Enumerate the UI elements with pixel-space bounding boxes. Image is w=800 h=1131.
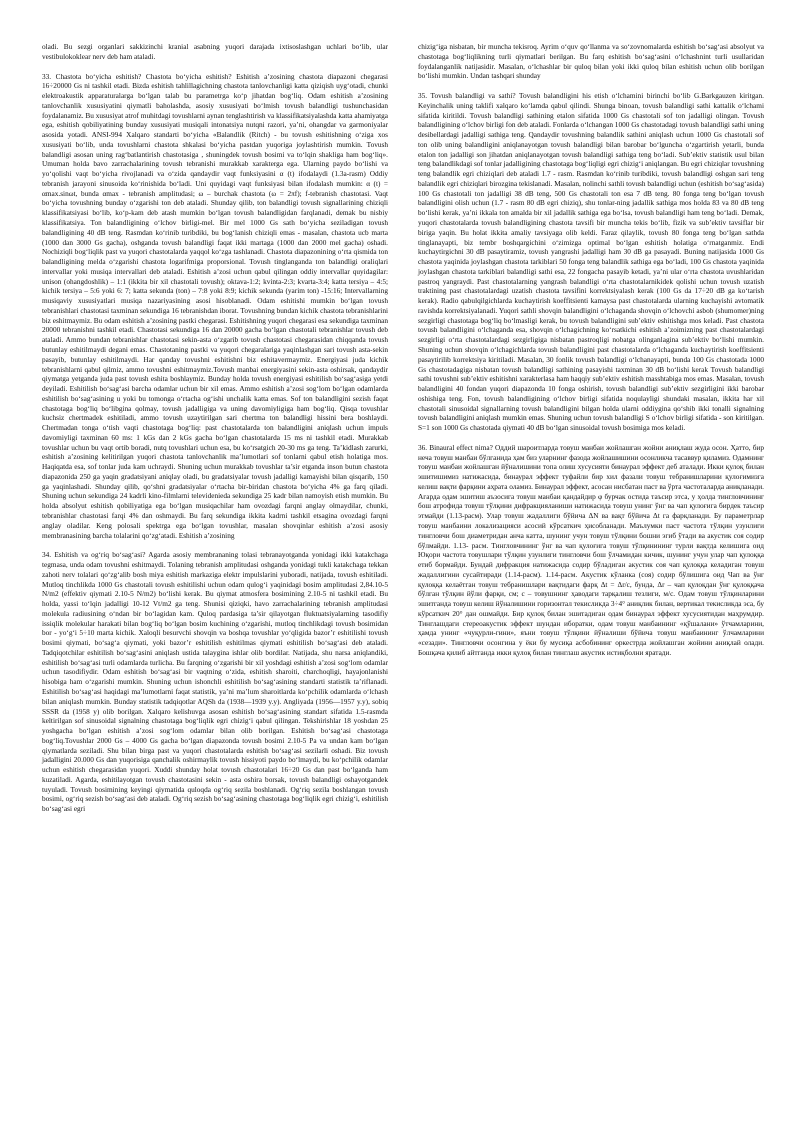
document-page <box>42 42 764 1092</box>
intro-paragraph: oladi. Bu sezgi organlari sakkizinchi kranial asabning yuqori darajada ixtisoslashgan uchlari bo‘lib, ular vestibulokoklear nerv deb ham ataladi. <box>42 42 388 61</box>
section-33-frequency-hearing: 33. Chastota bo‘yicha eshitish? Chastota bo‘yicha eshitish? Eshitish a’zosining chastota diapazoni chegarasi 16÷20000 Gs ni tashkil etadi. Bizda eshitish tahlillagichning chastota tanlovchanligi katta qiziqish uyg‘otadi, chunki elektroakustik apparaturalarga bo‘lgan talab bu parametrga ko‘p jihatdan bog‘liq. Odam eshitish a’zosining tanlovchanlik xususiyatini qiymatli baholashda, asosiy xususiyati bo‘lmish tovush balandligi tushunchasidan foydalanamiz. Bu xususiyat atrof muhitdagi tovushlarni aynan tenglashtirish va klassifikatsiyalashda katta ahamiyatga ega, eshitish qobiliyatining bunday xususiyati musiqali intonatsiya nutqni razori, ya’ni, ohangdar va garmoniyalar asosida yotadi. ANSI-994 Xalqaro standarti bo‘yicha «Balandlik (Ritch) - bu tovush eshitishning o‘ziga xos xususiyati bo‘lib, unda tovushlarni chastota shkalasi bo‘yicha pastdan yuqoriga joylashtirish mumkin. Tovush balandligi asosan uning rag‘batlantirish chastotasiga , shuningdek tovush bosimi va to‘lqin shakliga ham bog‘liq». Umuman holda bavo zarrachalarining tovush tebranishi murakkab xarakterga ega. Ularning paydo bo‘lishi va yo‘qolishi vaqt bo‘yicha rivojlanadi va o‘zida qandaydir vaqt funksiyasini α (t) ifodalaydi (1.3a-rasm) Oddiy tebranish jarayoni sinusoida ko‘rinishida bo‘ladi. Uni quyidagi vaqt funksiyasi bilan ifodalash mumkin: α (t) = αmax.sinωt, bunda αmax - tebranish amplitudasi; ω – burchak chastota (ω = 2πf); f-tebranish chastotasi. Vaqt bo‘yicha tovushning bunday o‘zgarishi ton deb ataladi. Shunday qilib, ton balandligi tovush signallarining chiziqli klassifikatsiyasi bo‘lib, ko‘p-kam deb atash mumkin bo‘lgan tovush balandligidan farqlanadi, demak bu nisbiy klassifikatsiya. Ton balandligining o‘lchov birligi-mel. Bir mel 1000 Gs sath bo‘yicha seziladigan tovush balandligining 40 dB teng. Rasmdan ko‘rinib turibdiki, bu bog‘lanish chiziqli emas - masalan, chastota ucb marta (1000 dan 3000 Gs gacha), oshganda tovush balandligi faqat ikki martaga (1000 dan 2000 mel gacha) oshadi. Nochiziqli bog‘liqlik past va yuqori chastotalarda yaqqol ko‘zga tashlanadi. Chastota diapazonining o‘rta qismida ton balandligining melda o‘zgarishi chastota logarifmiga proporsional. Tovush tinglanganda ton balandligi oraliqlari intervallar yoki musiqa intervallari deb ataladi. Eshitish a’zosi uchun qabul qilingan oddiy intervallar quyidagilar: unison (ohangdoshlik) – 1:1 (ikkita bir xil chastotali tovush); oktava-1:2; kvinta-2:3; kvarta-3:4; katta tersiya – 4:5; kichik tersiya – 5:6 yoki 6: 7; katta sekunda (ton) – 7:8 yoki 8:9; kichik sekunda (yarim ton) -15:16; Intervallarning musiqaviy xususiyatlari musiqa nazariyasining asosi hisoblanadi. Odam eshitishi mumkin bo‘lgan tovush tebranishlari chastotasi taxminan sekundiga 16 tebranishdan iborat. Tovushning bundan kichik chastota tebranishlarini biz eshitmaymiz. Bu odam eshitish a’zosining pastki chegarasi. Eshitishning yuqori chegarasi esa sekundiga taxminan 20000 tebranishni tashkil etadi. Chastotasi sekundiga 16 dan 20000 gacha bo‘lgan chastotali tebranishlar tovush deb ataladi. Ammo bundan tebranishlar chastotasi sekin-asta o‘zgarib tovush chastotasi chegarasidan chiqqanda tovush butunlay eshitilmaydi degani emas. Chastotaning pastki va yuqori chegaralariga yaqinlashgan sari tovush asta-sekin pasayib, butunlay eshitilmaydi. Har qanday tovushni eshitishni biz eshitavermaymiz. Energiyasi juda kichik tebranishlarni qabul qilmiz, ammo tovushni eshitmaymiz.Tovush manbai energiyasini sekin-asta oshirsak, qandaydir qiymatga yetganda juda past tovush eshita boshlaymiz. Bunday holda tovush energiyasi eshitilish bo‘sag‘asiga yetdi deyiladi. Eshitilish bo‘sag‘asi barcha odamlar uchun bir xil emas. Ammo eshitish a’zosi sog‘lom bo‘lgan odamlarda eshitilish bo‘sag‘asining u yoki bu tomonga o‘rtacha og‘ishi unchalik katta emas. Sof ton balandligini sezish faqat chastotaga bog‘liq bo‘libgina qolmay, tovush jadalligiga va uning davomiyligiga ham bog‘liq. Qisqa tovushlar kuchsiz chertmadek eshitiladi, ammo tovush uzaytirilgan sari chertma ton balandligi hissini bera boshlaydi. Chertmadan tonga o‘tish vaqti chastotaga bog‘liq: past chastotalarda ton balandligini aniqlash uchun impuls davomiyligi taxminan 60 ms: 1 kGs dan 2 kGs gacha bo‘lgan chastotalarda 15 ms ni tashkil etadi. Murakkab tovushlar uchun bu vaqt ortib boradi, nutq tovushlari uchun esa, bu ko‘rsatgich 20-30 ms ga teng. Ta’kidlash zarurki, eshitish a’zosining kelitirilgan yuqori chastota tanlovchanlik ma’lumotlari sof tonlarni qabul etish holatiga mos. Haqiqatda esa, sof tonlar juda kam uchraydi. Shuning uchun murakkab tovushlar ta’sir etganda inson butun chastota diapazonida 250 ga yaqin gradatsiyani aniqlay oladi, bu gradatsiyalar tovush jadalligi kamayishi bilan qisqarib, 150 ga yaqinlashadi. Shunday qilib, qo‘shni gradatsiyalar o‘rtacha bir-biridan chastota bo‘yicha 4% ga farq qiladi. Shuning uchun sekundiga 24 kadrli kino-filmlarni televidenieda sekundiga 25 kadr bilan namoyish etish mumkin. Bu holda absolyut eshitish qobiliyatiga ega bo‘lgan musiqachilar ham ovozdagi farqni anglay olmaydilar, chunki, tebranishlar chastotasi farqi 4% dan oshmaydi. Bu farq sekundiga ikkita kadrni tashkil etsagina ovozdagi farqni anglay oladilar. Keng polosali spektrga ega bo‘lgan tovushlar, masalan shovqinlar eshitish a’zosi asosiy membranasining barcha tolalarini qo‘zg‘atadi. Eshitish a’zosining <box>42 71 388 540</box>
continuation-paragraph: chizig‘iga nisbatan, bir muncha tekisroq. Ayrim o‘quv qo‘llanma va so‘zovnomalarda eshitish bo‘sag‘asi absolyut va chastotaga bog‘liqlikning turli qiymatlari berilgan. Bu farq eshitish bo‘sag‘asini o‘lchashnint turli usullaridan foydalanganlik natijasidir. Masalan, o‘lchashlar bir quloq bilan yoki ikki quloq bilan eshitish uchun olib borilgan bo‘lishi mumkin. Undan tashqari shunday <box>418 42 764 81</box>
section-35-loudness-level: 35. Tovush balandligi va sathi? Tovush balandligini his etish o‘lchamini birinchi bo‘lib G.Barkgauzen kiritgan. Keyinchalik uning taklifi xalqaro ko‘lamda qabul qilindi. Shunga binoan, tovush balandligi sathi kattalik o‘lchami sifatida kiritildi. Tovush balandligi sathining etalon sifatida 1000 Gs chastotali sof ton jadalligi olingan. Tovush balandligining o‘lchov birligi fon deb ataladi. Fonlarda o‘lchangan 1000 Gs chastotadagi tovush balandligi sathi uning desibellardagi jadalligi sathiga teng. Qandaydir tovushning balandlik sathini aniqlash uchun 1000 Gs chastotali sof ton olib uning balandligini aniqlanayotgan tovush balandligi bilan barobar bo‘lguncha o‘zgartirish yetarli, bunda etalon ton jadalligi son jihatdan aniqlanayotgan tovush balandligi sathiga teng bo‘ladi. Sub’ektiv statistik usul bilan teng balandlikdagi sof tonlar jadalligining chastotaga bog‘liqligi egri chizig‘i aniqlangan. Bu egri chiziqlar tovushning teng balandlik egri chiziqlari deb ataladi 1.7 - rasm. Rasmdan ko‘rinib turibdiki, tovush balandligi oshgan sari teng balandlik egri chiziqlari birozgina tekislanadi. Masalan, nolinchi sathli tovush balandligi uchun (eshitish bo‘sag‘asida) 100 Gs chastotali ton jadalligi 38 dB teng, 500 Gs chastotali ton esa 7 dB teng. 80 fonga teng bo‘lgan tovush balandligini olish uchun (1.7 - rasm 80 dB egri chiziq), shu tonlar-ning jadallik sathiga mos holda 83 va 80 dB teng bo‘lishi kerak, ya’ni ikkala ton amalda bir xil jadallik sathiga ega bo‘lsa, tovush balandligi ham teng bo‘ladi. Demak, yuqori chastotalarda tovush balandligining chastota tavsifi bir muncha tekis bo‘lib, fizik va sub’ektiv tavsiflar bir biriga yaqin. Bu holat ikkita amaliy tavsiyaga olib keldi. Faraz qilaylik, tovush 80 fonga teng bo‘lgan sathda tinglanayapti, biz tembr boshqargichini o‘zimizga optimal bo‘lgan eshitish holatiga o‘rnatganmiz. Endi kuchaytirgichni 30 dB pasaytiramiz, tovush yangrashi jadalligi ham 30 dB ga pasayadi. Buning natijasida 1000 Gs chastota yaqinida joylashgan chastota tarkiblari 50 fonga teng balandlik sathiga ega bo‘ladi, 100 Gs chastota yaqinida joylashgan chastota tarkiblari balandligi sathi esa, 22 fongacha pasayib ketadi, ya’ni ular o‘rta chastota uvushlaridan pastroq yangraydi. Past chastotalarning yangrash balandligi o‘rta chastotalarnikidek qolishi uchun tovush uzatish traktining past chastotalardagi uzatish chastota tavsifini korrektsiyalash kerak (100 Gs da 17÷20 dB ga ko‘tarish kerak). Radio qabulqilgichlarda kuchaytirish koeffitsienti kamaysa past chastotalarda ularning kuchayishi avtomatik ravishda korrektsiyalanadi. Yuqori sathli shovqin balandligini o‘lchaganda shovqin o‘lchovchi asbob (shumomer)ning sezgirligi chastotaga bog‘liq bo‘lmasligi kerak, bu tovush balandligini sub’ektiv eshitishga mos keladi. Past chastota tovush balandligini o‘lchaganda esa, shovqin o‘lchagichning ko‘rsatkichi eshitish a’zoimizning past chastotalardagi sezgirligi o‘rta chastotalardagi sezgirligiga nisbatan pastroqligi nobatga olinganlagina sub’ektiv bo‘lishi mumkin. Shuning uchun shovqin o‘lchagichlarda tovush balandligini past chastotalarda o‘lchaganda kuchaytirish koeffitsienti pasaytirilib korrektsiya kiritiladi. Masalan, 30 fonlik tovush balandligi o‘lchanayapti, bunda 100 Gs chastotada 1000 Gs chastotadagiga nisbatan tovush balandligi sathining pasayishi taxminan 30 dB bo‘lishi kerak Tovush balandligi sathi tovushni sub’ektiv eshitishni xarakterlasa ham haqqiy sub’ektiv eshitish masshtabiga mos emas. Masalan, tovush balandligini 40 fondan yuqori diapazonda 10 fonga oshirish, tovush balandligi sub’ektiv sezgirligini ikki barobar oshishiga teng. Fon, tovush balandligining o‘lchov birligi sifatida noqulayligi shundaki masalan, ikkita har xil chastotali sinusoidal signallarning tovush balandligini bilgan holda ularni oddiygina qo‘shib ikki tonalli signalning tovush balandligini aniqlash mumkin emas. Shuning uchun tovush balandligi S o‘lchov birligi sifatida - son kiritilgan. S=1 son 1000 Gs chastotada qiymati 40 dB bo‘lgan sinusoidal tovush bosimiga mos keladi. <box>418 91 764 433</box>
left-column <box>42 42 388 814</box>
right-column <box>418 42 764 658</box>
section-36-binaural-effect: 36. Binaural effect nima? Оддий шароитларда товуш манбаи жойлашган жойни аниқлаш жуда осон. Ҳатто, бир неча товуш манбаи бўлганида ҳам биз уларнинг фазода жойлашишини осонликча тасаввур қиламиз. Одамнинг товуш манбаи жойлашган йўналишини топа олиш хусусияти бинаурал эффект деб аталади. Икки қулоқ билан эшитишимиз натижасида, бинаурал эффект туфайли бир хил фазали товуш тебранишларини қулоғимизга келиш вақти фарқини аҳрата оламиз. Бинаурал эффект, асосан нисбатан паст ва ўрта частоталарда аниқланади. Агарда одам эшитиш аъзосига товуш манбаи қандайдир φ бурчак остида таъсир этса, у ҳолда тингловчининг бош атрофида товуш тўлқини дифракцияланиши натижасида товуш унинг ўнг ва чап қулоғига бирдек таъсир этмайди (1.13-расм). Улар товуш жадаллиги бўйича ΔN ва вақт бўйича Δt га фарқланади. Бу параметрлар товуш манбаини локализацияси асосий кўрсаткич ҳисобланади. Маълумки паст частота тўлқин узунлиги тингловчи бош диаметридан анча катта, шунинг учун товуш тўлқини бошни эгиб ўтади ва акустик соя содир бўлмайди. 1.13- расм. Тингловчининг ўнг ва чап қулоғига товуш тўлқинининг турли вақтда келишига оид Юқори частота товушлари тўлқин узунлиги тингловчи бош ўлчамидан кичик, шунинг учун улар чап қулоққа етиб бормайди. Бундай дифракция натижасида содир бўладиган акустик соя чап қулоққа келадиган товуш жадаллигини сусайтиради (1.14-расм). 1.14-расм. Акустик кўланка (соя) содир бўлишига оид Чап ва ўнг қулоққа келаётган товуш тебранишлари вақтидаги фарқ Δt = Δr/c, бунда, Δr – чап қулоқдан ўнг қулоққача бўлган тўлқин йўли фарқи, см; c – товушнинг ҳаводаги тарқалиш тезлиги, м/с. Одам товуш тўлқинларини эшитганда товуш келиш йўналишини горизонтал текисликда 3÷4° аниқлик билан, вертикал текисликда эса, бу кўрсаткич 20° дан ошмайди. Бир қулоқ билан эшитадиган одам бинаурал эффект хусусиятидан маҳрумдир. Тинглашдаги стереоакустик эффект шундан иборатки, одам товуш манбаининг «қўшалани» ўтчамларини, ҳамда унинг «чуқурли-гини», яъни товуш тўлқини йўналиши бўйича товуш манбаининг ўлчамларини «сезади». Тингловчи осонгина у ёки бу мусиқа асбобининг оркестрда жойлашган жойини аниқлай олади. Бошқача қилиб айтганда икки қулоқ билан тинглаш акустик истиқболни яратади. <box>418 442 764 657</box>
section-34-hearing-pain-threshold: 34. Eshitish va og‘riq bo‘sag‘asi? Agarda asosiy membrananing tolasi tebranayotganda yonidagi ikki katakchaga tegmasa, unda odam tovushni eshitmaydi. Tolaning tebranish amplitudasi oshganda yonidagi tukli katakchaga tekkan zahoti nerv tolalari qo‘zg‘alib bosh miya eshitish markaziga elektr impulslarini yuboradi, natijada, tovush eshitiladi. Mutloq tinchlikda 1000 Gs chastotali tovush eshitilishi uchun odam qulog‘i yaqinidagi bosim amplitudasi 2,84.10-5 N/m2 (effektiv qiymati 2.10-5 N/m2) bo‘lishi kerak. Bu qiymat atmosfera bosimining 2.10-5 ni tashkil etadi. Bu holda, yassi to‘lqin jadalligi 10-12 Vt/m2 ga teng. Shunisi qiziqki, havo zarrachalarining tebranish amplitudasi molekula radiusining o‘ndan bir bo‘lagidan kam. Quloq pardasiga ta’sir qilayotgan fluktuatsiyalarning tasodifiy issiqlik molekular harakati bilan bog‘liq bo‘lgan bosim kuchining o‘zgarishi, mutloq tinchlikdagi tovush bosimidan bor - yo‘g‘i 5÷10 marta kichik. Xaloqli besurvchi shovqin va boshqa tovushlar yo‘qligida bazor’r eshitilishi tovush bosimi qiymati, bo‘sag‘a qiymati, yoki bazor’r eshitilish eshitilmas qiymati eshitilish bo‘sag‘asi deb ataladi. Tadqiqotchilar eshitilish bo‘sag‘asini aniqlash ustida talaygina ishlar olib bordilar. Natijada, shu narsa aniqlandiki, eshitilish bo‘sag‘asi turli odamlarda turlicha. Bu farqning o‘zgarishi bir xil yoshdagi eshitish a’zosi sog‘lom odamlar uchun tasodifiydir. Odam eshitish bo‘sag‘asi bir vaqtning o‘zida, eshitish sharoiti, charchoqligi, hayajonlanishi hisobiga ham o‘zgarishi mumkin. Shuning uchun ishonchli eshitilish bo‘sag‘asining standarti statistik ta’riflanadi. Eshitilish bo‘sag‘asi haqidagi ma’lumotlarni faqat statistik, ya’ni ma’lum sharoitlarda ko‘pchilik odamlarda o‘lchash bilan aniqlash mumkin. Bunday statistik tadqiqotlar AQSh da (1938—1939 y.y). Angliyada (1956—1957 y.y), sobiq SSSR da (1958 y) olib borilgan. Xalqaro kelishuvga asosan eshitish bo‘sag‘asining standart sifatida 1.5-rasmda keltirilgan sof sinusoidal signalning chastotaga bog‘liqlik egri chizig‘i qabul qilingan. Tekshirishlar 18 yoshdan 25 yoshgacha bo‘lgan eshitish a’zosi sog‘lom odamlar bilan olib borilgan. Eshitish bo‘sag‘asi chastotaga bog‘liq.Tovushlar 2000 Gs – 4000 Gs gacha bo‘lgan diapazonda tovush bosimi 2.10-5 Pa va undan kam bo‘lgan qiymatlarda seziladi. Shu bilan birga past va yuqori chastotalarda eshitish bo‘sag‘asi sezilarli oshadi. Biz tovush jadalligini 20.000 Gs dan yuqorisiga qanchalik oshirmaylik tovush hissiyoti paydo bo‘lmaydi, bu ko‘pchilik odamlar uchun eshitish chegarasidan yuqori. Xuddi shunday holat tovush chastotalari 16÷20 Gs dan past bo‘lganda ham kuzatiladi. Agarda, eshitilayotgan tovush chastotasini sekin - asta oshira borsak, tovush balandligi oshayotgandek tuyuladi. Tovush bosimining keyingi qiymatida quloqda og‘riq sezila boshlanadi. Og‘riq sezila boshlangan tovush bosimi, og‘riq sezish bo‘sag‘asi deb ataladi. Og‘riq sezish bo‘sag‘asining chastotaga bog‘liqlik egri chizig‘i, eshitilish bo‘sag‘asi egri <box>42 550 388 814</box>
